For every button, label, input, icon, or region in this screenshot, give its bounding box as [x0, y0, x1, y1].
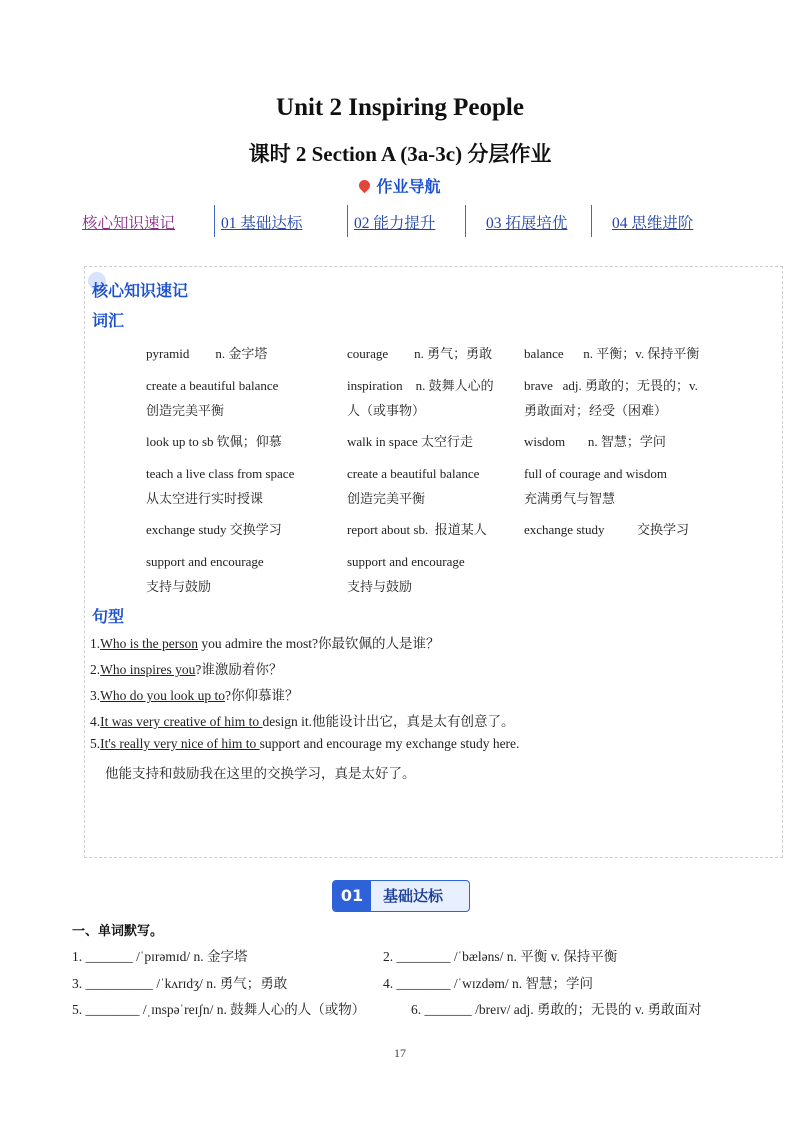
page-title: Unit 2 Inspiring People — [276, 94, 524, 121]
sentence-label: 句型 — [92, 607, 125, 626]
nav-divider — [214, 205, 215, 237]
vocab-entry: brave adj. 勇敢的；无畏的；v. 勇敢面对；经受（困难） — [524, 378, 698, 418]
core-knowledge-heading: 核心知识速记 — [92, 278, 188, 301]
nav-heading: 作业导航 — [0, 174, 800, 197]
vocab-entry: courage n. 勇气；勇敢 — [347, 346, 493, 361]
sentence-pattern: Who do you look up to — [100, 688, 225, 703]
nav-link-core-knowledge[interactable]: 核心知识速记 — [82, 215, 176, 232]
section-label: 基础达标 — [383, 887, 444, 905]
nav-divider — [465, 205, 466, 237]
vocab-entry: balance n. 平衡；v. 保持平衡 — [524, 346, 700, 361]
homework-navigation — [80, 205, 720, 237]
exercise-heading: 一、单词默写。 — [72, 924, 164, 939]
location-pin-icon — [357, 178, 373, 194]
vocab-entry: report about sb. 报道某人 — [347, 522, 487, 537]
sentence-pattern: It's really very nice of him to — [100, 736, 260, 751]
vocab-entry: support and encourage 支持与鼓励 — [347, 554, 465, 594]
sentence-5: 5.It's really very nice of him to support and encourage my exchange study here. — [90, 736, 520, 751]
vocab-entry: pyramid n. 金字塔 — [146, 346, 268, 361]
vocab-entry: create a beautiful balance 创造完美平衡 — [146, 378, 279, 418]
exercise-item: 6. _______ /breɪv/ adj. 勇敢的；无畏的 v. 勇敢面对 — [411, 1002, 702, 1017]
nav-divider — [347, 205, 348, 237]
vocab-entry: exchange study 交换学习 — [146, 522, 282, 537]
sentence-3: 3.Who do you look up to?你仰慕谁？ — [90, 688, 299, 703]
exercise-item: 3. __________ /ˈkʌrɪdʒ/ n. 勇气；勇敢 — [72, 976, 288, 991]
vocab-entry: inspiration n. 鼓舞人心的 人（或事物） — [347, 378, 494, 418]
vocab-entry: look up to sb 钦佩；仰慕 — [146, 434, 282, 449]
sentence-5-translation: 他能支持和鼓励我在这里的交换学习，真是太好了。 — [105, 766, 416, 781]
vocab-entry: exchange study 交换学习 — [524, 522, 690, 537]
sentence-1: 1.Who is the person you admire the most?你最钦佩的人是谁？ — [90, 636, 440, 651]
vocab-entry: walk in space 太空行走 — [347, 434, 474, 449]
section-number: 01 — [333, 881, 371, 911]
vocab-label: 词汇 — [92, 311, 125, 330]
vocab-entry: full of courage and wisdom 充满勇气与智慧 — [524, 466, 667, 506]
sentence-4: 4.It was very creative of him to design it.他能设计出它，真是太有创意了。 — [90, 714, 515, 729]
sentence-2: 2.Who inspires you?谁激励着你？ — [90, 662, 283, 677]
sentence-pattern: Who inspires you — [100, 662, 196, 677]
vocab-entry: wisdom n. 智慧；学问 — [524, 434, 666, 449]
vocab-entry: support and encourage 支持与鼓励 — [146, 554, 264, 594]
section-badge — [332, 880, 470, 912]
nav-link-extension[interactable]: 03 拓展培优 — [486, 215, 568, 232]
exercise-item: 4. ________ /ˈwɪzdəm/ n. 智慧；学问 — [383, 976, 593, 991]
exercise-item: 1. _______ /ˈpɪrəmɪd/ n. 金字塔 — [72, 949, 248, 964]
nav-link-basic[interactable]: 01 基础达标 — [221, 215, 303, 232]
sentence-pattern: Who is the person — [100, 636, 198, 651]
vocab-entry: teach a live class from space 从太空进行实时授课 — [146, 466, 295, 506]
exercise-item: 5. ________ /ˌɪnspəˈreɪʃn/ n. 鼓舞人心的人（或物） — [72, 1002, 366, 1017]
nav-link-ability[interactable]: 02 能力提升 — [354, 215, 436, 232]
vocab-entry: create a beautiful balance 创造完美平衡 — [347, 466, 480, 506]
sentence-pattern: It was very creative of him to — [100, 714, 263, 729]
nav-divider — [591, 205, 592, 237]
nav-link-thinking[interactable]: 04 思维进阶 — [612, 215, 694, 232]
exercise-item: 2. ________ /ˈbæləns/ n. 平衡 v. 保持平衡 — [383, 949, 618, 964]
page-number: 17 — [394, 1046, 406, 1060]
page-subtitle: 课时 2 Section A (3a-3c) 分层作业 — [248, 142, 552, 166]
